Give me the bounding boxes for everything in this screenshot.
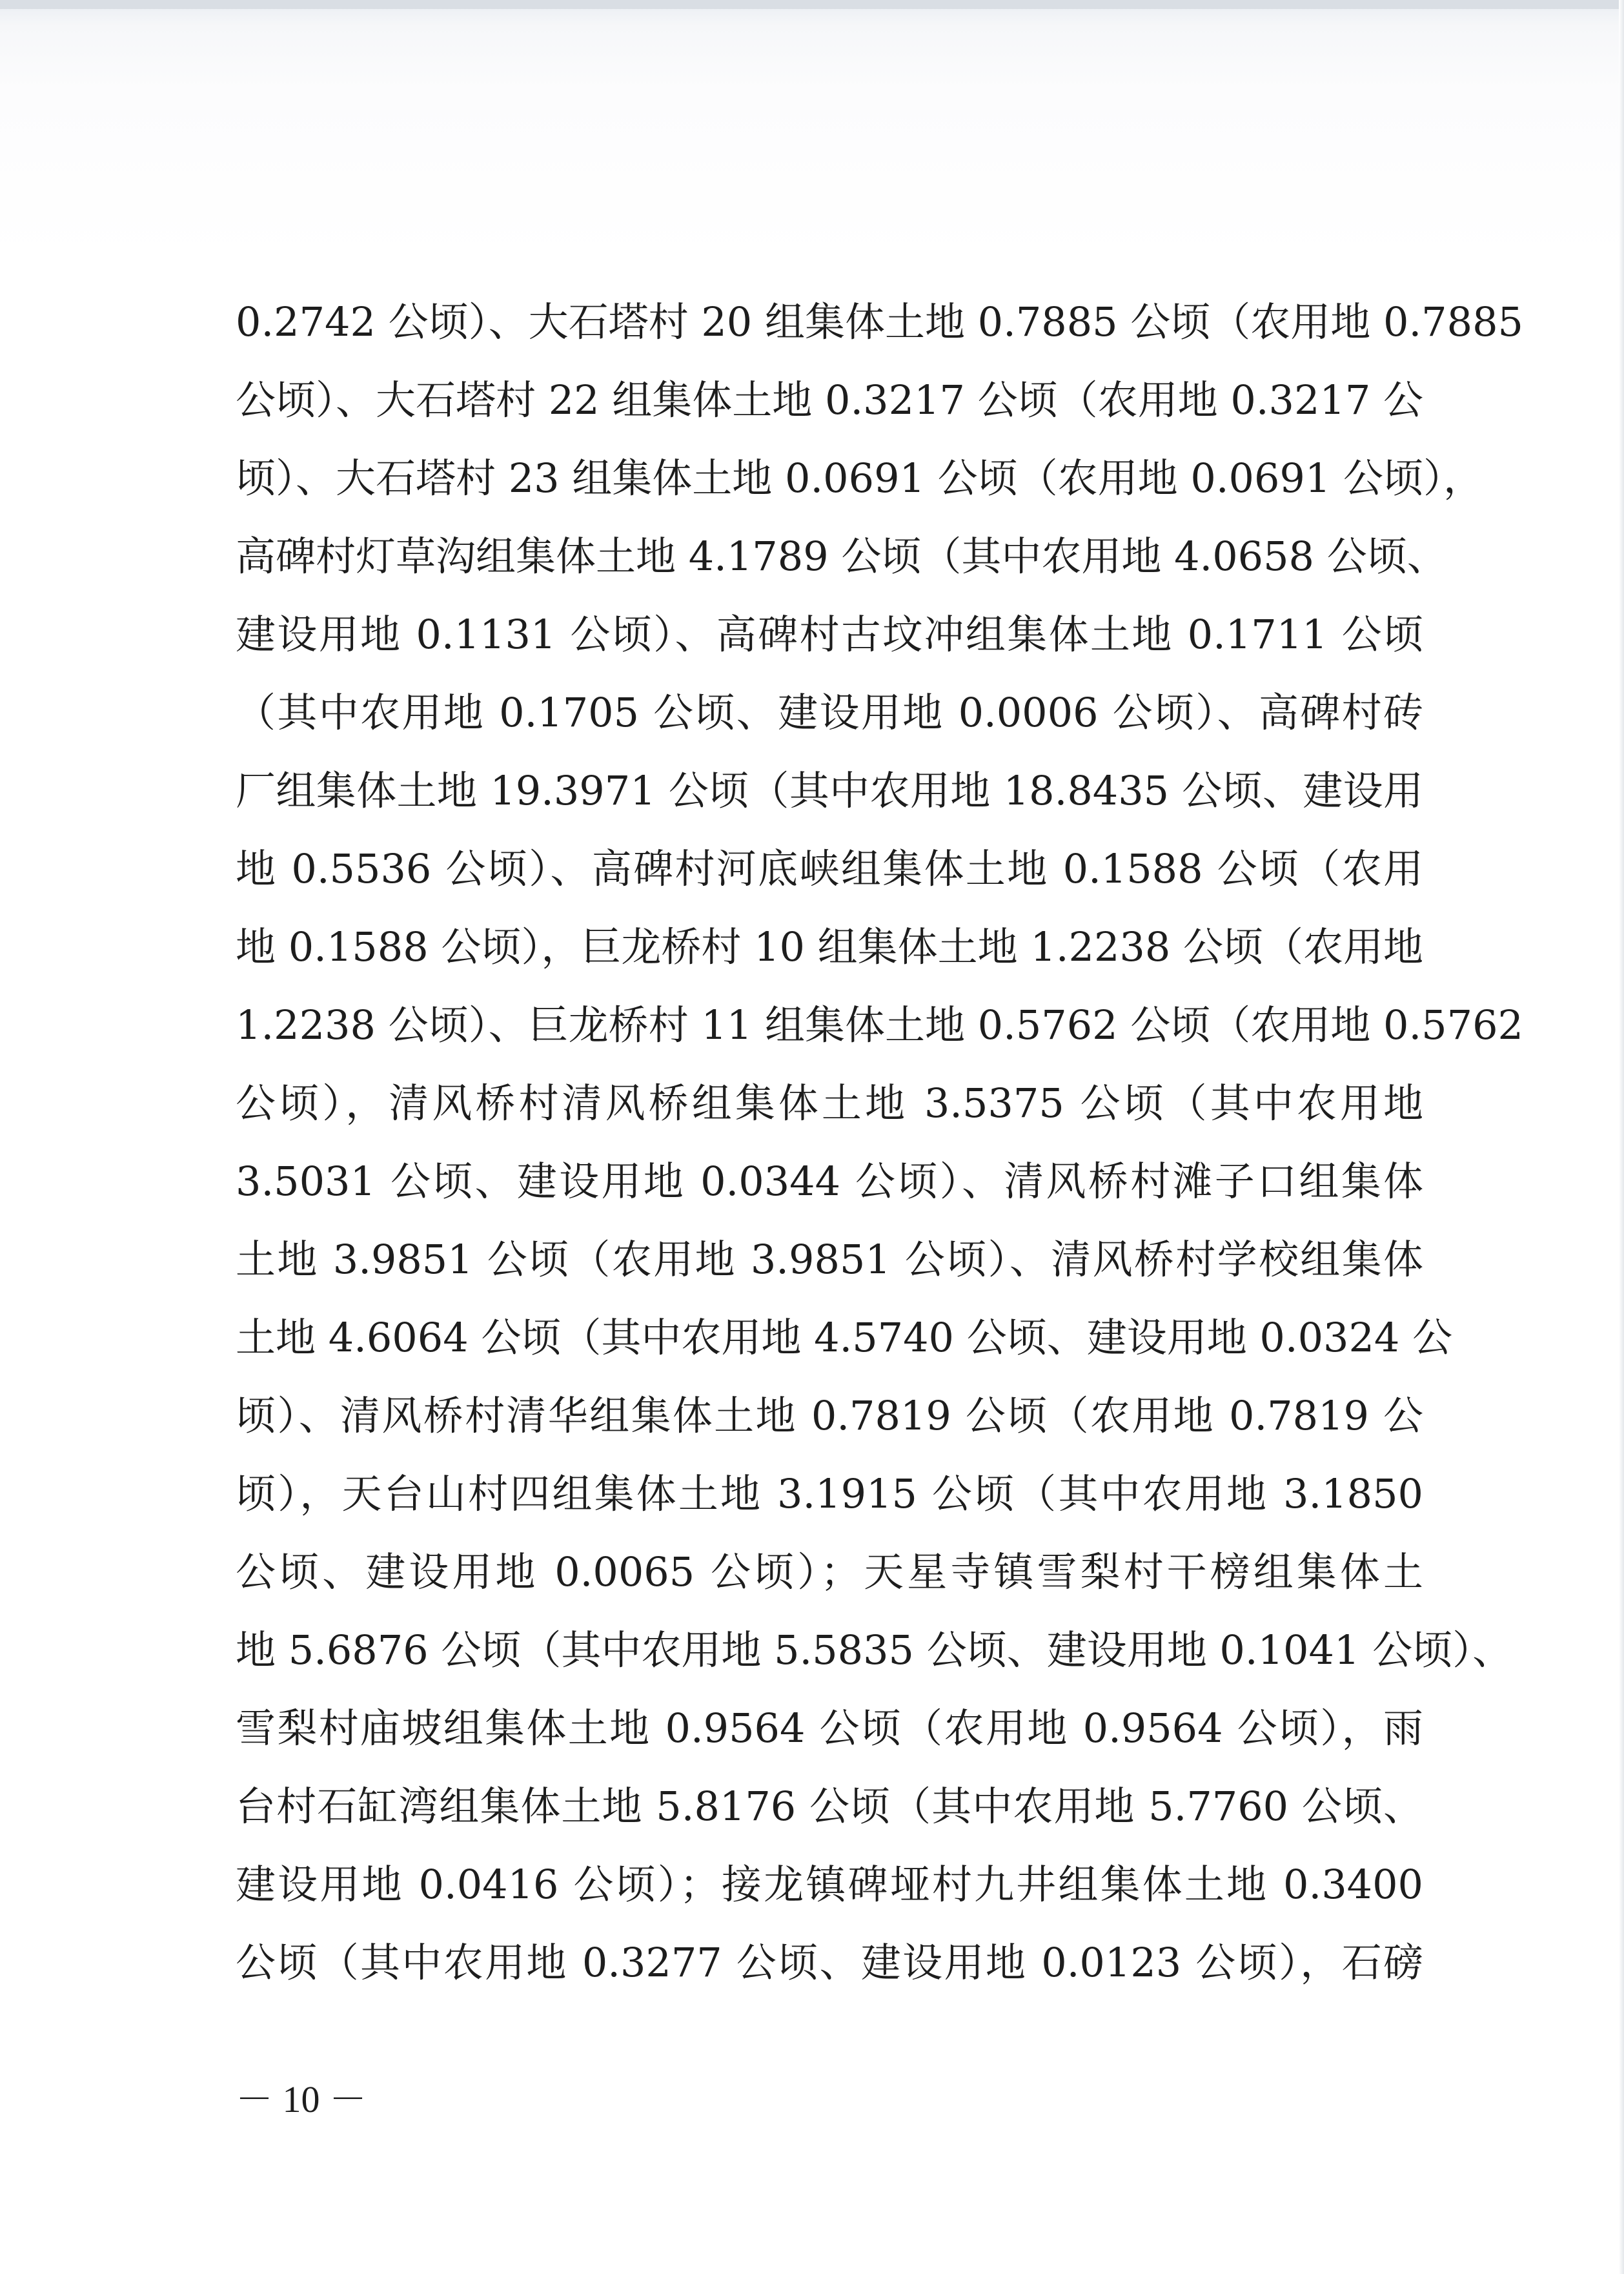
text-line-4: 高碑村灯草沟组集体土地 4.1789 公顷（其中农用地 4.0658 公顷、 [236,533,1447,580]
text-line-11: 公顷），清风桥村清风桥组集体土地 3.5375 公顷（其中农用地 [236,1080,1423,1127]
scan-right-edge [1619,0,1624,2274]
text-line-12: 3.5031 公顷、建设用地 0.0344 公顷）、清风桥村滩子口组集体 [236,1158,1423,1205]
text-line-1: 0.2742 公顷）、大石塔村 20 组集体土地 0.7885 公顷（农用地 0.7885 [236,298,1523,345]
text-line-22: 公顷（其中农用地 0.3277 公顷、建设用地 0.0123 公顷），石磅 [236,1939,1423,1986]
text-line-7: 厂组集体土地 19.3971 公顷（其中农用地 18.8435 公顷、建设用 [236,767,1423,814]
body-text [236,283,1523,2002]
text-line-16: 顷），天台山村四组集体土地 3.1915 公顷（其中农用地 3.1850 [236,1470,1423,1517]
text-line-19: 雪梨村庙坡组集体土地 0.9564 公顷（农用地 0.9564 公顷），雨 [236,1705,1423,1752]
text-line-18: 地 5.6876 公顷（其中农用地 5.5835 公顷、建设用地 0.1041 公顷）、 [236,1626,1513,1674]
text-line-3: 顷）、大石塔村 23 组集体土地 0.0691 公顷（农用地 0.0691 公顷）， [236,455,1484,502]
text-line-8: 地 0.5536 公顷）、高碑村河底峡组集体土地 0.1588 公顷（农用 [236,845,1423,892]
text-line-5: 建设用地 0.1131 公顷）、高碑村古坟冲组集体土地 0.1711 公顷 [236,611,1423,658]
text-line-20: 台村石缸湾组集体土地 5.8176 公顷（其中农用地 5.7760 公顷、 [236,1783,1423,1830]
text-line-10: 1.2238 公顷）、巨龙桥村 11 组集体土地 0.5762 公顷（农用地 0.5762 [236,1001,1523,1049]
text-line-17: 公顷、建设用地 0.0065 公顷）；天星寺镇雪梨村干榜组集体土 [236,1548,1423,1595]
scan-top-edge [0,0,1624,9]
text-line-14: 土地 4.6064 公顷（其中农用地 4.5740 公顷、建设用地 0.0324 公 [236,1314,1453,1361]
text-line-2: 公顷）、大石塔村 22 组集体土地 0.3217 公顷（农用地 0.3217 公 [236,376,1424,424]
text-line-15: 顷）、清风桥村清华组集体土地 0.7819 公顷（农用地 0.7819 公 [236,1392,1423,1439]
text-line-6: （其中农用地 0.1705 公顷、建设用地 0.0006 公顷）、高碑村砖 [236,689,1423,736]
page-number: － 10 － [236,2078,367,2120]
text-line-21: 建设用地 0.0416 公顷）；接龙镇碑垭村九井组集体土地 0.3400 [236,1861,1423,1908]
text-line-9: 地 0.1588 公顷），巨龙桥村 10 组集体土地 1.2238 公顷（农用地 [236,923,1424,970]
text-line-13: 土地 3.9851 公顷（农用地 3.9851 公顷）、清风桥村学校组集体 [236,1236,1423,1283]
